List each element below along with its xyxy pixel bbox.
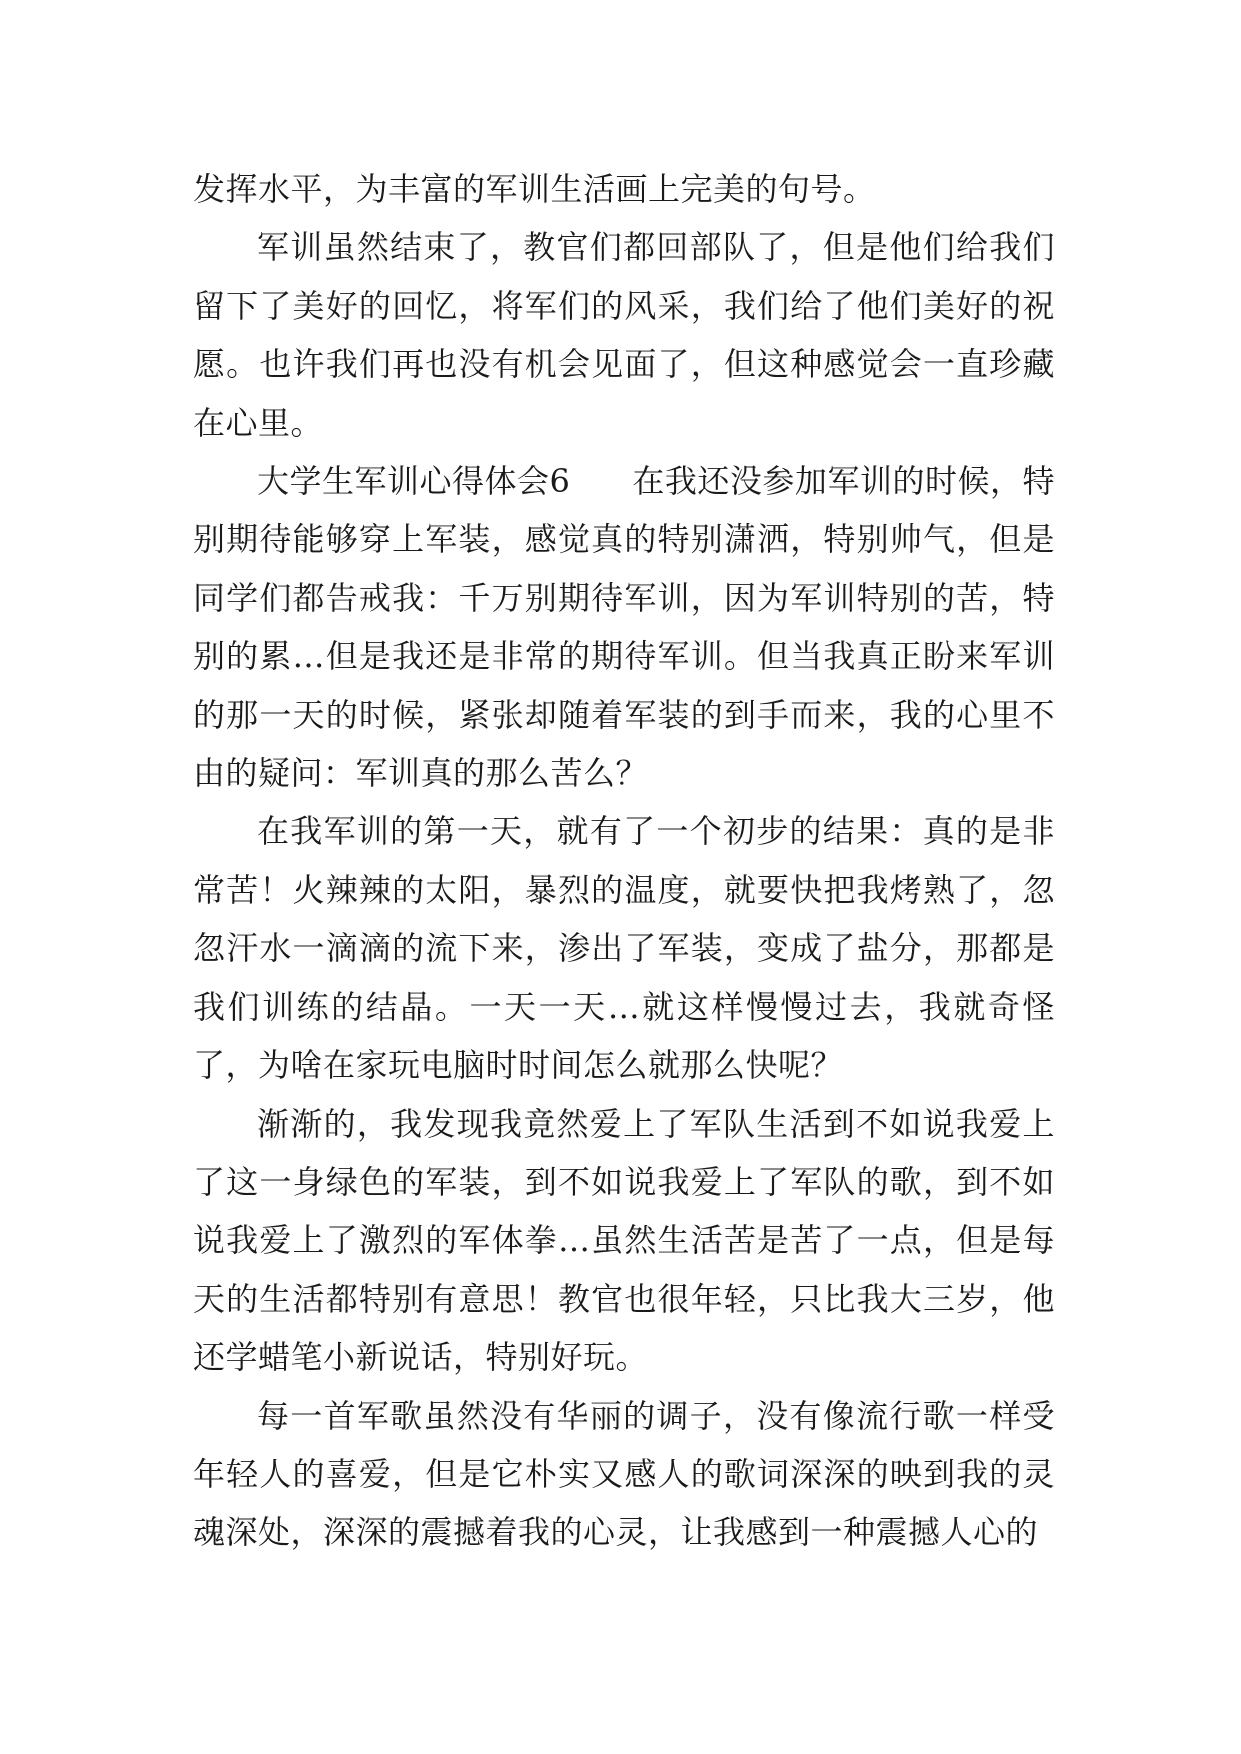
paragraph: 每一首军歌虽然没有华丽的调子，没有像流行歌一样受年轻人的喜爱，但是它朴实又感人的歌词深深的映到我的灵魂深处，深深的震撼着我的心灵，让我感到一种震撼人心的 (193, 1396, 1055, 1552)
paragraph: 发挥水平，为丰富的军训生活画上完美的句号。 (193, 170, 876, 208)
paragraph (193, 452, 1055, 802)
paragraph-text: 在我还没参加军训的时候，特别期待能够穿上军装，感觉真的特别潇洒，特别帅气，但是同学们都告戒我：千万别期待军训，因为军训特别的苦，特别的累…但是我还是非常的期待军训。但当我真正盼来军训的那一天的时候，紧张却随着军装的到手而来，我的心里不由的疑问：军训真的那么苦么？ (193, 462, 1055, 793)
paragraph: 军训虽然结束了，教官们都回部队了，但是他们给我们留下了美好的回忆，将军们的风采，我们给了他们美好的祝愿。也许我们再也没有机会见面了，但这种感觉会一直珍藏在心里。 (193, 228, 1055, 442)
paragraph: 在我军训的第一天，就有了一个初步的结果：真的是非常苦！火辣辣的太阳，暴烈的温度，就要快把我烤熟了，忽忽汗水一滴滴的流下来，渗出了军装，变成了盐分，那都是我们训练的结晶。一天一天…就这样慢慢过去，我就奇怪了，为啥在家玩电脑时时间怎么就那么快呢？ (193, 812, 1055, 1085)
section-heading: 大学生军训心得体会6 (257, 462, 571, 501)
paragraph: 渐渐的，我发现我竟然爱上了军队生活到不如说我爱上了这一身绿色的军装，到不如说我爱上了军队的歌，到不如说我爱上了激烈的军体拳…虽然生活苦是苦了一点，但是每天的生活都特别有意思！教官也很年轻，只比我大三岁，他还学蜡笔小新说话，特别好玩。 (193, 1104, 1055, 1377)
document-body (193, 160, 1055, 1562)
